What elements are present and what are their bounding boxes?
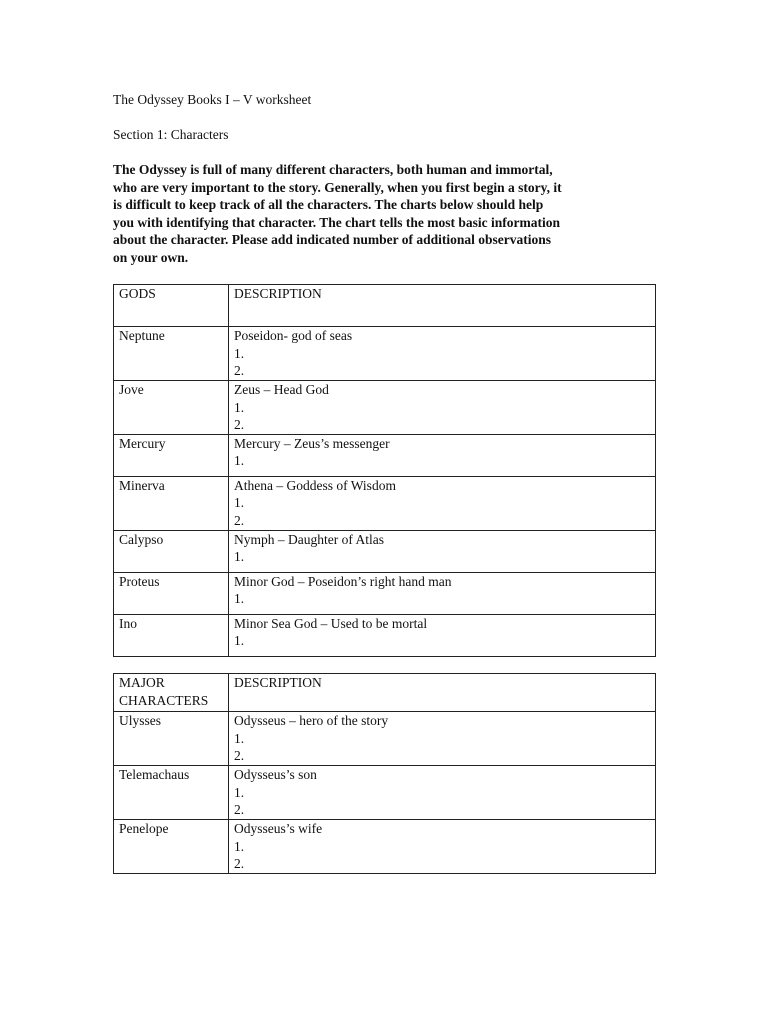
- observation-2: 2.: [234, 802, 245, 817]
- description-text: Nymph – Daughter of Atlas: [234, 531, 384, 547]
- header-label: DESCRIPTION: [234, 675, 322, 690]
- god-name-cell: [114, 476, 229, 530]
- character-name-cell: [114, 766, 229, 820]
- table-row: [114, 434, 656, 476]
- description-cell: [229, 327, 656, 381]
- observation-1: 1.: [234, 784, 245, 800]
- table-row: [114, 476, 656, 530]
- observation-1: 1.: [234, 838, 245, 854]
- table-row: [114, 820, 656, 874]
- header-label: CHARACTERS: [119, 692, 209, 708]
- god-name: Mercury: [119, 435, 166, 451]
- description-text: Odysseus’s wife: [234, 821, 323, 836]
- character-name: Penelope: [119, 821, 169, 836]
- section-heading: Section 1: Characters: [113, 127, 229, 142]
- description-cell: [229, 820, 656, 874]
- character-name: Ulysses: [119, 713, 162, 728]
- observation-2: 2.: [234, 856, 245, 871]
- observation-1: 1.: [234, 633, 245, 648]
- god-name: Neptune: [119, 328, 165, 343]
- god-name: Minerva: [119, 477, 165, 493]
- description-text: Mercury – Zeus’s messenger: [234, 435, 390, 451]
- table-header-row: [114, 674, 656, 712]
- god-name-cell: [114, 614, 229, 656]
- description-text: Minor God – Poseidon’s right hand man: [234, 573, 452, 589]
- god-name-cell: [114, 381, 229, 435]
- description-cell: [229, 476, 656, 530]
- observation-1: 1.: [234, 591, 245, 606]
- god-name-cell: [114, 327, 229, 381]
- gods-table: [113, 284, 656, 657]
- observation-2: 2.: [234, 363, 245, 378]
- intro-line: is difficult to keep track of all the characters. The charts below should help: [113, 197, 544, 212]
- intro-line: The Odyssey is full of many different characters, both human and immortal,: [113, 162, 553, 177]
- god-name-cell: [114, 434, 229, 476]
- header-cell-gods: [114, 285, 229, 327]
- description-cell: [229, 766, 656, 820]
- table-row: [114, 614, 656, 656]
- description-text: Odysseus – hero of the story: [234, 713, 389, 728]
- description-cell: [229, 530, 656, 572]
- intro-line: you with identifying that character. The chart tells the most basic information: [113, 214, 560, 230]
- observation-2: 2.: [234, 748, 245, 763]
- document-title: The Odyssey Books I – V worksheet: [113, 92, 312, 107]
- header-label: GODS: [119, 286, 156, 301]
- intro-line: who are very important to the story. Generally, when you first begin a story, it: [113, 179, 562, 195]
- description-cell: [229, 381, 656, 435]
- god-name-cell: [114, 572, 229, 614]
- character-name: Telemachaus: [119, 767, 190, 782]
- intro-line: on your own.: [113, 249, 189, 265]
- observation-2: 2.: [234, 512, 245, 528]
- god-name-cell: [114, 530, 229, 572]
- character-name-cell: [114, 820, 229, 874]
- table-row: [114, 572, 656, 614]
- header-cell-major-characters: [114, 674, 229, 712]
- description-cell: [229, 712, 656, 766]
- observation-1: 1.: [234, 453, 245, 468]
- character-name-cell: [114, 712, 229, 766]
- header-label: MAJOR: [119, 675, 165, 690]
- description-text: Zeus – Head God: [234, 382, 329, 397]
- god-name: Jove: [119, 382, 144, 397]
- description-text: Poseidon- god of seas: [234, 328, 353, 343]
- header-cell-description: [229, 285, 656, 327]
- intro-line: about the character. Please add indicated number of additional observations: [113, 232, 552, 247]
- god-name: Proteus: [119, 573, 160, 589]
- god-name: Calypso: [119, 531, 164, 547]
- header-label: DESCRIPTION: [234, 286, 322, 301]
- table-row: [114, 712, 656, 766]
- table-row: [114, 381, 656, 435]
- header-cell-description: [229, 674, 656, 712]
- observation-1: 1.: [234, 495, 245, 510]
- description-cell: [229, 434, 656, 476]
- table-row: [114, 327, 656, 381]
- intro-paragraph: [113, 161, 658, 266]
- observation-1: 1.: [234, 399, 245, 415]
- table-row: [114, 530, 656, 572]
- major-characters-table: [113, 673, 656, 874]
- description-text: Athena – Goddess of Wisdom: [234, 477, 396, 493]
- table-header-row: [114, 285, 656, 327]
- table-row: [114, 766, 656, 820]
- observation-1: 1.: [234, 549, 245, 564]
- description-cell: [229, 572, 656, 614]
- observation-1: 1.: [234, 345, 245, 361]
- observation-1: 1.: [234, 730, 245, 746]
- description-cell: [229, 614, 656, 656]
- description-text: Odysseus’s son: [234, 767, 317, 782]
- description-text: Minor Sea God – Used to be mortal: [234, 615, 428, 631]
- god-name: Ino: [119, 615, 137, 631]
- observation-2: 2.: [234, 417, 245, 432]
